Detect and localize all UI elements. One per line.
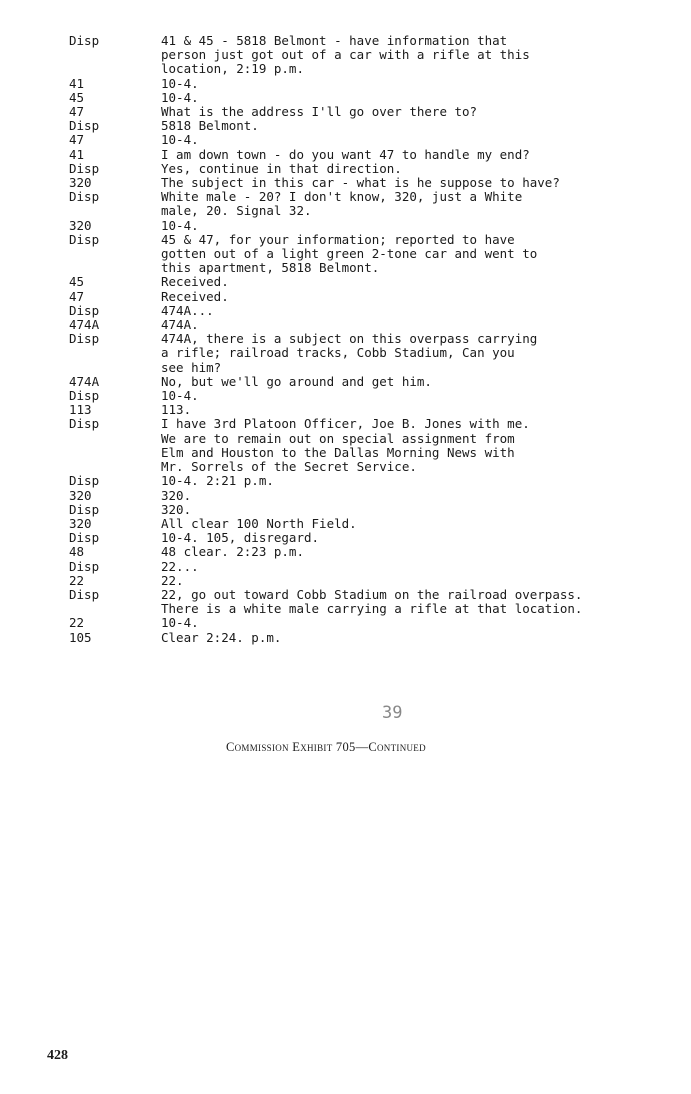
speaker-label: Disp <box>69 160 100 176</box>
speaker-label: Disp <box>69 558 100 574</box>
transcript-entry <box>69 517 669 531</box>
transcript-entry <box>69 503 669 517</box>
speaker-label: Disp <box>69 189 100 205</box>
message-line: 10-4. 105, disregard. <box>161 530 320 546</box>
message-line: 22. <box>161 572 184 588</box>
transcript-entry <box>69 34 669 77</box>
speaker-label: 45 <box>69 274 85 290</box>
message-text <box>161 275 669 289</box>
message-text <box>161 531 669 545</box>
transcript-entry <box>69 318 669 332</box>
message-text <box>161 105 669 119</box>
message-text <box>161 417 669 474</box>
transcript-entry <box>69 290 669 304</box>
speaker-label: Disp <box>69 331 100 347</box>
transcript-entry <box>69 91 669 105</box>
message-line: 10-4. <box>161 75 199 91</box>
message-text <box>161 162 669 176</box>
message-line: 48 clear. 2:23 p.m. <box>161 544 304 560</box>
message-text <box>161 190 669 218</box>
transcript-entry <box>69 219 669 233</box>
transcript-entry <box>69 105 669 119</box>
speaker-label: 47 <box>69 132 85 148</box>
speaker-label: Disp <box>69 586 100 602</box>
message-line: 22... <box>161 558 199 574</box>
speaker-label: Disp <box>69 530 100 546</box>
message-line: The subject in this car - what is he suppose to have? <box>161 175 560 191</box>
speaker-label: 105 <box>69 629 92 645</box>
exhibit-caption: Commission Exhibit 705—Continued <box>226 740 426 754</box>
page-number: 428 <box>47 1048 68 1063</box>
message-line: 10-4. <box>161 217 199 233</box>
message-line: Mr. Sorrels of the Secret Service. <box>161 459 417 475</box>
message-line: 474A... <box>161 302 214 318</box>
transcript-entry <box>69 545 669 559</box>
message-text <box>161 332 669 375</box>
message-line: Received. <box>161 288 229 304</box>
transcript-entry <box>69 531 669 545</box>
transcript-entry <box>69 631 669 645</box>
message-line: this apartment, 5818 Belmont. <box>161 260 380 276</box>
message-text <box>161 119 669 133</box>
radio-transcript <box>69 34 669 645</box>
message-line: male, 20. Signal 32. <box>161 203 312 219</box>
transcript-entry <box>69 148 669 162</box>
message-text <box>161 503 669 517</box>
message-text <box>161 77 669 91</box>
message-text <box>161 133 669 147</box>
message-text <box>161 574 669 588</box>
speaker-label: 320 <box>69 175 92 191</box>
transcript-entry <box>69 304 669 318</box>
transcript-entry <box>69 190 669 218</box>
transcript-entry <box>69 403 669 417</box>
transcript-entry <box>69 119 669 133</box>
transcript-entry <box>69 332 669 375</box>
message-line: 474A, there is a subject on this overpass carrying <box>161 331 538 347</box>
transcript-entry <box>69 417 669 474</box>
message-line: gotten out of a light green 2-tone car and went to <box>161 246 538 262</box>
speaker-label: 474A <box>69 373 100 389</box>
message-text <box>161 318 669 332</box>
speaker-label: 22 <box>69 572 85 588</box>
message-text <box>161 616 669 630</box>
speaker-label: Disp <box>69 416 100 432</box>
message-text <box>161 588 669 616</box>
speaker-label: Disp <box>69 501 100 517</box>
transcript-entry <box>69 474 669 488</box>
message-line: 10-4. 2:21 p.m. <box>161 473 274 489</box>
message-text <box>161 290 669 304</box>
transcript-entry <box>69 616 669 630</box>
message-line: 320. <box>161 501 192 517</box>
transcript-entry <box>69 588 669 616</box>
transcript-entry <box>69 489 669 503</box>
transcript-entry <box>69 77 669 91</box>
speaker-label: 113 <box>69 402 92 418</box>
message-line: 10-4. <box>161 388 199 404</box>
transcript-entry <box>69 389 669 403</box>
transcript-entry <box>69 162 669 176</box>
transcript-entry <box>69 375 669 389</box>
speaker-label: 41 <box>69 75 85 91</box>
transcript-entry <box>69 233 669 276</box>
message-line: Received. <box>161 274 229 290</box>
message-line: 41 & 45 - 5818 Belmont - have information that <box>161 33 508 48</box>
message-text <box>161 91 669 105</box>
message-text <box>161 631 669 645</box>
message-line: location, 2:19 p.m. <box>161 61 304 77</box>
transcript-entry <box>69 176 669 190</box>
message-line: I have 3rd Platoon Officer, Joe B. Jones with me. <box>161 416 530 432</box>
message-line: Clear 2:24. p.m. <box>161 629 282 645</box>
speaker-label: Disp <box>69 118 100 134</box>
speaker-label: 47 <box>69 288 85 304</box>
transcript-entry <box>69 560 669 574</box>
message-line: person just got out of a car with a rifle at this <box>161 47 530 63</box>
message-text <box>161 233 669 276</box>
message-text <box>161 176 669 190</box>
speaker-label: 22 <box>69 615 85 631</box>
speaker-label: Disp <box>69 388 100 404</box>
message-text <box>161 560 669 574</box>
speaker-label: 41 <box>69 146 85 162</box>
message-text <box>161 375 669 389</box>
message-line: All clear 100 North Field. <box>161 515 357 531</box>
message-line: 10-4. <box>161 89 199 105</box>
message-line: 10-4. <box>161 132 199 148</box>
speaker-label: 320 <box>69 515 92 531</box>
message-line: see him? <box>161 359 222 375</box>
message-line: We are to remain out on special assignment from <box>161 430 515 446</box>
message-line: I am down town - do you want 47 to handle my end? <box>161 146 530 162</box>
message-line: White male - 20? I don't know, 320, just a White <box>161 189 523 205</box>
message-line: What is the address I'll go over there to? <box>161 104 478 120</box>
speaker-label: 320 <box>69 487 92 503</box>
message-line: 113. <box>161 402 192 418</box>
message-line: Yes, continue in that direction. <box>161 160 402 176</box>
speaker-label: 320 <box>69 217 92 233</box>
transcript-entry <box>69 275 669 289</box>
message-text <box>161 389 669 403</box>
message-line: 474A. <box>161 317 199 333</box>
message-line: 45 & 47, for your information; reported to have <box>161 231 515 247</box>
message-line: 5818 Belmont. <box>161 118 259 134</box>
message-line: No, but we'll go around and get him. <box>161 373 432 389</box>
message-line: a rifle; railroad tracks, Cobb Stadium, Can you <box>161 345 515 361</box>
message-text <box>161 34 669 77</box>
speaker-label: 474A <box>69 317 100 333</box>
message-text <box>161 403 669 417</box>
message-text <box>161 148 669 162</box>
speaker-label: Disp <box>69 302 100 318</box>
message-text <box>161 517 669 531</box>
message-text <box>161 219 669 233</box>
message-line: 10-4. <box>161 615 199 631</box>
speaker-label: Disp <box>69 33 100 48</box>
page-sub-number: 39 <box>382 703 403 723</box>
speaker-label: 47 <box>69 104 85 120</box>
speaker-label: Disp <box>69 473 100 489</box>
speaker-label: 45 <box>69 89 85 105</box>
transcript-entry <box>69 133 669 147</box>
message-line: 22, go out toward Cobb Stadium on the railroad overpass. <box>161 586 583 602</box>
message-line: Elm and Houston to the Dallas Morning News with <box>161 444 515 460</box>
speaker-label: Disp <box>69 231 100 247</box>
speaker-label: 48 <box>69 544 85 560</box>
message-text <box>161 474 669 488</box>
message-text <box>161 489 669 503</box>
message-text <box>161 545 669 559</box>
transcript-entry <box>69 574 669 588</box>
message-line: 320. <box>161 487 192 503</box>
message-line: There is a white male carrying a rifle at that location. <box>161 601 583 617</box>
message-text <box>161 304 669 318</box>
